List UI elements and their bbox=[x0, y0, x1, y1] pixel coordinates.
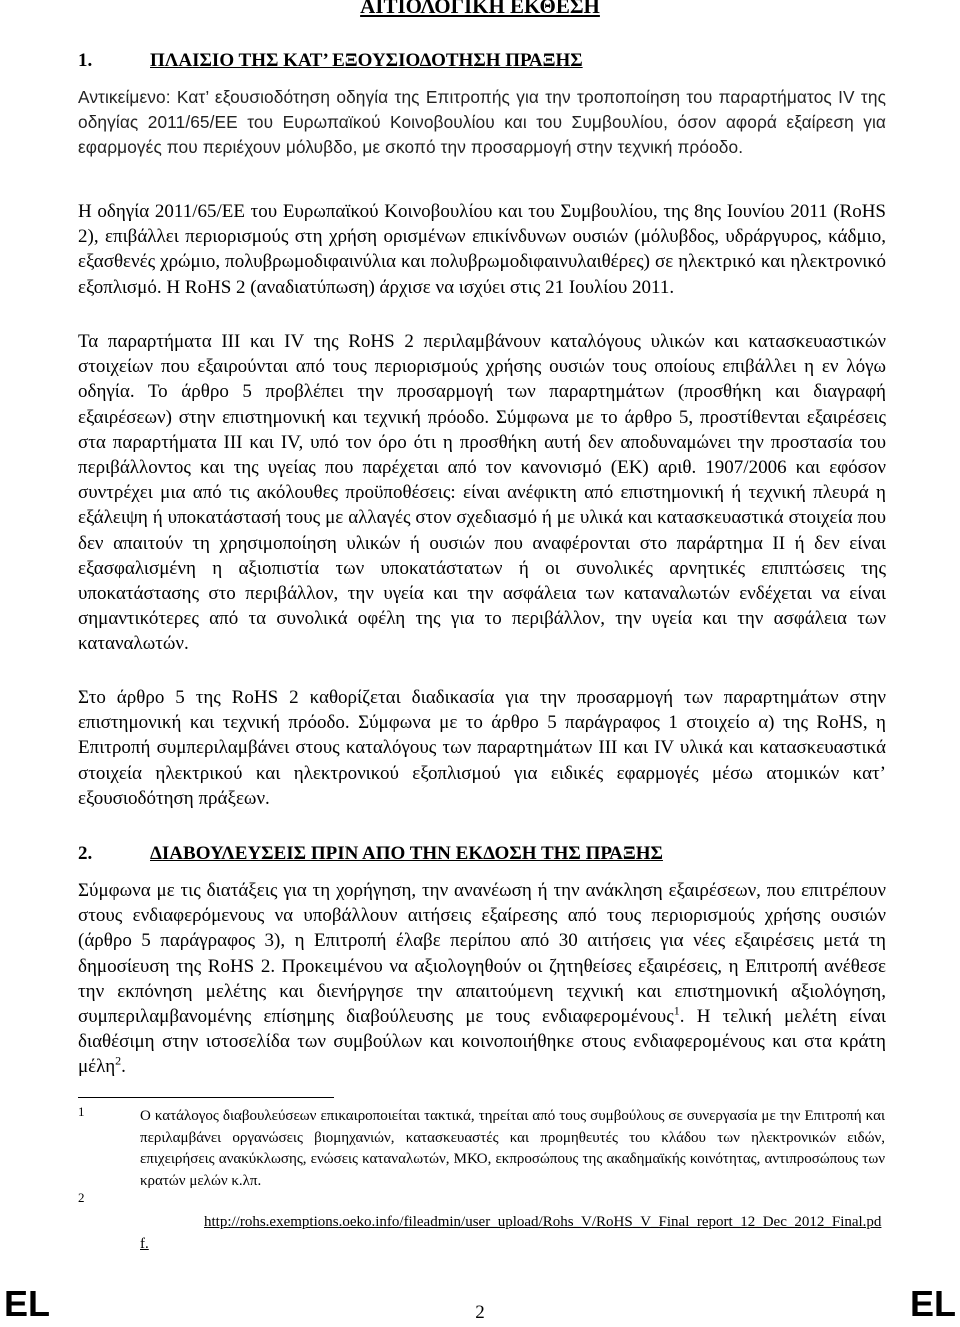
footnote-2-link[interactable]: http://rohs.exemptions.oeko.info/fileadmin/user_upload/Rohs_V/RoHS_V_Final_report_12_Dec_2012_Final.pdf. bbox=[140, 1214, 882, 1252]
consultation-text-c: . bbox=[121, 1056, 126, 1078]
section-1-heading bbox=[78, 50, 583, 72]
section-2-title: ΔΙΑΒΟΥΛΕΥΣΕΙΣ ΠΡΙΝ ΑΠΟ ΤΗΝ ΕΚΔΟΣΗ ΤΗΣ ΠΡΑΞΗΣ bbox=[150, 843, 663, 864]
section-2-paragraph-consultation bbox=[78, 878, 886, 1080]
section-2-heading bbox=[78, 843, 663, 865]
section-1-paragraph-rohs: Η οδηγία 2011/65/ΕΕ του Ευρωπαϊκού Κοινοβουλίου και του Συμβουλίου, της 8ης Ιουνίου 2011 (RoHS 2), επιβάλλει περιορισμούς στη χρήση ορισμένων επικίνδυνων ουσιών (μόλυβδος, υδράργυρος, κάδμιο, εξασθενές χρώμιο, πολυβρωμοδιφαινύλια και πολυβρωμοδιφαινυλαιθέρες) σε ηλεκτρικό και ηλεκτρονικό εξοπλισμό. Η RoHS 2 (αναδιατύπωση) άρχισε να ισχύει στις 21 Ιουλίου 2011. bbox=[78, 201, 886, 298]
footer-language-right: EL bbox=[909, 1283, 956, 1324]
footnote-divider bbox=[78, 1097, 334, 1098]
footnote-ref-2[interactable]: 2 bbox=[115, 1054, 122, 1069]
section-1-paragraph-subject: Αντικείμενο: Κατ’ εξουσιοδότηση οδηγία της Επιτροπής για την τροποποίηση του παραρτήματος IV της οδηγίας 2011/65/ΕΕ του Ευρωπαϊκού Κοινοβουλίου και του Συμβουλίου, όσον αφορά εξαίρεση για εφαρμογές που περιέχουν μόλυβδο, με σκοπό την προσαρμογή στην τεχνική πρόοδο. bbox=[78, 87, 886, 158]
consultation-text-b: . Η τελική μελέτη είναι διαθέσιμη στην ιστοσελίδα των συμβούλων και κοινοποιήθηκε στους ενδιαφερομένους και στα κράτη μέλη bbox=[78, 1006, 886, 1078]
section-1-number: 1. bbox=[78, 50, 93, 71]
section-1-title: ΠΛΑΙΣΙΟ ΤΗΣ ΚΑΤ’ ΕΞΟΥΣΙΟΔΟΤΗΣΗ ΠΡΑΞΗΣ bbox=[150, 50, 583, 71]
consultation-text-a: Σύμφωνα με τις διατάξεις για τη χορήγηση, την ανανέωση ή την ανάκληση εξαιρέσεων, που επιτρέπουν στους ενδιαφερόμενους να υποβάλλουν αιτήσεις εξαίρεσης από τους περιορισμούς χρήσης ουσιών (άρθρο 5 παράγραφος 3), η Επιτροπή έλαβε περίπου από 30 αιτήσεις για νέες εξαιρέσεις μετά τη δημοσίευση της RoHS 2. Προκειμένου να αξιολογηθούν οι ζητηθείσες εξαιρέσεις, η Επιτροπή ανέθεσε την εκπόνηση μελέτης και διενήργησε την απαιτούμενη τεχνική και επιστημονική αξιολόγηση, συμπεριλαμβανομένης επίσημης διαβούλευσης με τους ενδιαφερομένους bbox=[78, 880, 886, 1028]
footnote-1-mark: 1 bbox=[78, 1104, 85, 1119]
document-title: ΑΙΤΙΟΛΟΓΙΚΗ ΕΚΘΕΣΗ bbox=[360, 0, 600, 18]
section-1-paragraph-article5: Στο άρθρο 5 της RoHS 2 καθορίζεται διαδικασία για την προσαρμογή των παραρτημάτων στην επιστημονική και τεχνική πρόοδο. Σύμφωνα με το άρθρο 5 παράγραφος 1 στοιχείο α) της RoHS, η Επιτροπή συμπεριλαμβάνει στους καταλόγους των παραρτημάτων III και IV υλικά και κατασκευαστικά στοιχεία ηλεκτρικού και ηλεκτρονικού εξοπλισμού για ειδικές εφαρμογές μέσω ατομικών κατ’ εξουσιοδότηση πράξεων. bbox=[78, 687, 886, 809]
section-2-number: 2. bbox=[78, 843, 93, 864]
footnote-ref-1[interactable]: 1 bbox=[673, 1003, 680, 1018]
footnote-2-mark: 2 bbox=[78, 1190, 85, 1205]
section-1-paragraph-annexes: Τα παραρτήματα III και IV της RoHS 2 περιλαμβάνουν καταλόγους υλικών και κατασκευαστικών στοιχείων που εξαιρούνται από τους περιορισμούς χρήσης ουσιών τους οποίους επιβάλλει η εν λόγω οδηγία. Το άρθρο 5 προβλέπει την προσαρμογή των παραρτημάτων (προσθήκη και διαγραφή εξαιρέσεων) στην επιστημονική και τεχνική πρόοδο. Σύμφωνα με το άρθρο 5, προστίθενται εξαιρέσεις στα παραρτήματα III και IV, υπό τον όρο ότι η προσθήκη αυτή δεν αποδυναμώνει την προστασία του περιβάλλοντος και της υγείας που παρέχεται από τον κανονισμό (ΕΚ) αριθ. 1907/2006 και εφόσον συντρέχει μια από τις ακόλουθες προϋποθέσεις: είναι ανέφικτη από επιστημονική ή τεχνική πλευρά η εξάλειψη ή υποκατάστασή τους με αλλαγές στον σχεδιασμό ή με υλικά και κατασκευαστικά στοιχεία που δεν απαιτούν τη χρησιμοποίηση υλικών ή ουσιών που αναφέρονται στο παράρτημα II ή δεν είναι εξασφαλισμένη η αξιοπιστία των υποκατάστατων ή οι συνολικές αρνητικές επιπτώσεις της υποκατάστασης στο περιβάλλον, την υγεία και την ασφάλεια των καταναλωτών ενδέχεται να είναι σημαντικότερες από τα συνολικά οφέλη της για το περιβάλλον, την υγεία και την ασφάλεια των καταναλωτών. bbox=[78, 331, 886, 655]
footer-language-left: EL bbox=[4, 1283, 51, 1324]
footnote-1-text: Ο κατάλογος διαβουλεύσεων επικαιροποιείται τακτικά, τηρείται από τους συμβούλους σε συνεργασία με την Επιτροπή και περιλαμβάνει οργανώσεις βιομηχανιών, κατασκευαστές και προμηθευτές του κλάδου των ηλεκτρονικών ειδών, επιχειρήσεις ανακύκλωσης, ενώσεις καταναλωτών, ΜΚΟ, εκπροσώπους της ακαδημαϊκής κοινότητας, αντιπροσώπους των κρατών μελών κ.λπ. bbox=[140, 1108, 885, 1189]
footer-page-number: 2 bbox=[475, 1302, 485, 1323]
